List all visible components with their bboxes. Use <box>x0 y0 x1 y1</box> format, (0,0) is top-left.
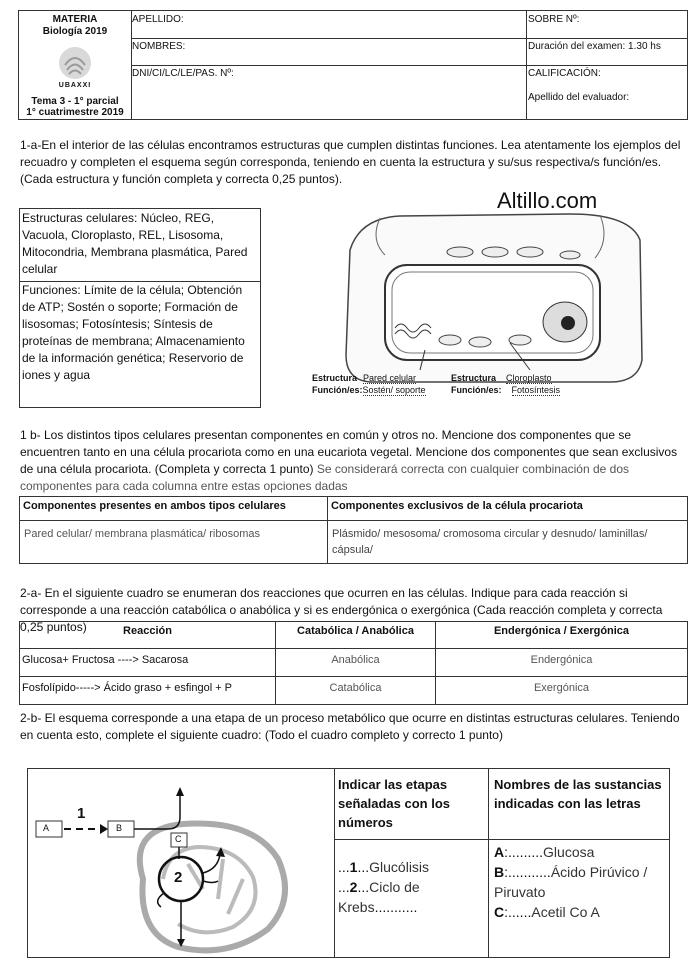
reaction-1-type[interactable]: Anabólica <box>276 649 436 677</box>
table-row <box>20 677 688 705</box>
q2a-header-tipo: Catabólica / Anabólica <box>276 622 436 649</box>
ans2-funcion[interactable]: Fotosíntesis <box>511 385 561 395</box>
ans1-funcion[interactable]: Sostén/ soporte <box>362 385 426 395</box>
diagram-label-a: A <box>43 823 50 833</box>
calificacion-field[interactable]: CALIFICACIÓN: <box>528 68 601 79</box>
nombres-field[interactable]: NOMBRES: <box>132 41 186 52</box>
table-row <box>20 649 688 677</box>
cuatrimestre-label: 1° cuatrimestre 2019 <box>26 107 124 118</box>
diagram-label-c: C <box>175 834 182 844</box>
q1b-table <box>19 496 688 564</box>
uba-logo <box>57 45 93 81</box>
uba-logo-text: UBAXXI <box>58 82 92 89</box>
sustancia-a-letter: A <box>494 844 505 860</box>
etapa-2-answer[interactable]: Ciclo de Krebs <box>338 879 420 915</box>
sustancia-a-answer[interactable]: Glucosa <box>543 844 595 860</box>
estructuras-list: Estructuras celulares: Núcleo, REG, Vacuola, Cloroplasto, REL, Lisosoma, Mitocondria, Membrana plasmática, Pared celular <box>22 211 248 276</box>
q2a-prompt: 2-a- En el siguiente cuadro se enumeran dos reacciones que ocurren en las células. Indique para cada reacción si corresponde a una reacción catabólica o anabólica y si es endergónica o exergónica (Cada reacción completa y correcta 0,25 puntos) <box>20 586 663 634</box>
reaction-1-energy[interactable]: Endergónica <box>436 649 688 677</box>
funciones-list: Funciones: Límite de la célula; Obtención de ATP; Sostén o soporte; Formación de lisosomas; Fotosíntesis; Síntesis de proteínas de membrana; Almacenamiento de la información genética; Reservorio de iones y agua <box>22 283 245 382</box>
q1b-col1-answer[interactable]: Pared celular/ membrana plasmática/ ribosomas <box>20 521 328 564</box>
reaction-2: Fosfolípido-----> Ácido graso + esfingol + P <box>20 677 276 705</box>
q2a-header-reaccion: Reacción <box>20 622 276 649</box>
watermark: Altillo.com <box>497 188 598 213</box>
q1b-col2-header: Componentes exclusivos de la célula procariota <box>328 497 688 521</box>
sustancia-b-letter: B <box>494 864 505 880</box>
q2a-table <box>19 621 688 705</box>
plant-cell-diagram <box>340 210 645 385</box>
q1b-note: Se considerará correcta con cualquier combinación de dos componentes para cada columna entre estas opciones dadas <box>20 462 630 493</box>
funcion-label-2: Función/es: <box>451 385 502 395</box>
etapa-1-answer[interactable]: Glucólisis <box>369 859 430 875</box>
materia-label: MATERIA <box>52 14 98 25</box>
q1b-col1-header: Componentes presentes en ambos tipos celulares <box>20 497 328 521</box>
dni-field[interactable]: DNI/CI/LC/LE/PAS. Nº: <box>132 68 234 79</box>
apellido-field[interactable]: APELLIDO: <box>132 14 184 25</box>
etapa-2-number: 2 <box>349 879 358 895</box>
q2b-col1-header: Indicar las etapas señaladas con los números <box>338 777 450 830</box>
exam-header <box>18 10 688 120</box>
reaction-2-energy[interactable]: Exergónica <box>436 677 688 705</box>
q2a-header-energia: Endergónica / Exergónica <box>436 622 688 649</box>
reaction-2-type[interactable]: Catabólica <box>276 677 436 705</box>
sustancia-c-answer[interactable]: Acetil Co A <box>531 904 600 920</box>
ans1-estructura[interactable]: Pared celular <box>363 373 417 383</box>
q2b-prompt: 2-b- El esquema corresponde a una etapa de un proceso metabólico que ocurre en distintas estructuras celulares. Teniendo en cuenta esto, complete el siguiente cuadro: (Todo el cuadro completo y correcto 1 punto) <box>20 711 680 742</box>
reaction-1: Glucosa+ Fructosa ----> Sacarosa <box>20 649 276 677</box>
materia-value: Biología 2019 <box>42 26 108 37</box>
q1b-prompt: 1 b- Los distintos tipos celulares presentan componentes en común y otros no. Mencione dos componentes que se encuentren tanto en una célula procariota como en una eucariota vegetal. Mencione dos componentes que sean exclusivos de una célula procariota. (Completa y correcta 1 punto) <box>20 428 678 476</box>
estructura-label-2: Estructura <box>451 373 497 383</box>
q1a-prompt: 1-a-En el interior de las células encontramos estructuras que cumplen distintas funciones. Lea atentamente los ejemplos del recuadro y completen el esquema según corresponda, teniendo en cuenta la estructura y su/sus respectiva/s función/es. (Cada estructura y función completa y correcta 0,25 puntos). <box>20 138 681 186</box>
duracion-label: Duración del examen: 1.30 hs <box>528 41 661 52</box>
q2b-table: A B C 1 2 Indicar las etapas señaladas con los números Nombres de las sustancias indicadas con las letras ...1...Glucólisis ...2...Ciclo de Krebs........... A:.........Glucosa B:...........Ácido Pirúvico / Piruvato C:......Acetil Co A <box>27 768 670 958</box>
q2b-col2-header: Nombres de las sustancias indicadas con las letras <box>494 777 662 811</box>
sobre-field[interactable]: SOBRE Nº: <box>528 14 580 25</box>
etapa-1-number: 1 <box>349 859 358 875</box>
diagram-label-2: 2 <box>174 869 183 886</box>
q1b-col2-answer[interactable]: Plásmido/ mesosoma/ cromosoma circular y desnudo/ laminillas/ cápsula/ <box>328 521 688 564</box>
metabolic-diagram <box>28 769 334 957</box>
evaluador-field[interactable]: Apellido del evaluador: <box>528 92 630 103</box>
ans2-estructura[interactable]: Cloroplasto <box>506 373 552 383</box>
diagram-label-1: 1 <box>77 805 86 822</box>
estructura-label-1: Estructura <box>312 373 358 383</box>
sustancia-b-answer[interactable]: Ácido Pirúvico / Piruvato <box>494 864 648 900</box>
sustancia-c-letter: C <box>494 904 505 920</box>
q1a-options-box <box>19 208 261 408</box>
funcion-label-1: Función/es: <box>312 385 363 395</box>
diagram-label-b: B <box>116 823 123 833</box>
tema-label: Tema 3 - 1° parcial <box>31 96 119 107</box>
